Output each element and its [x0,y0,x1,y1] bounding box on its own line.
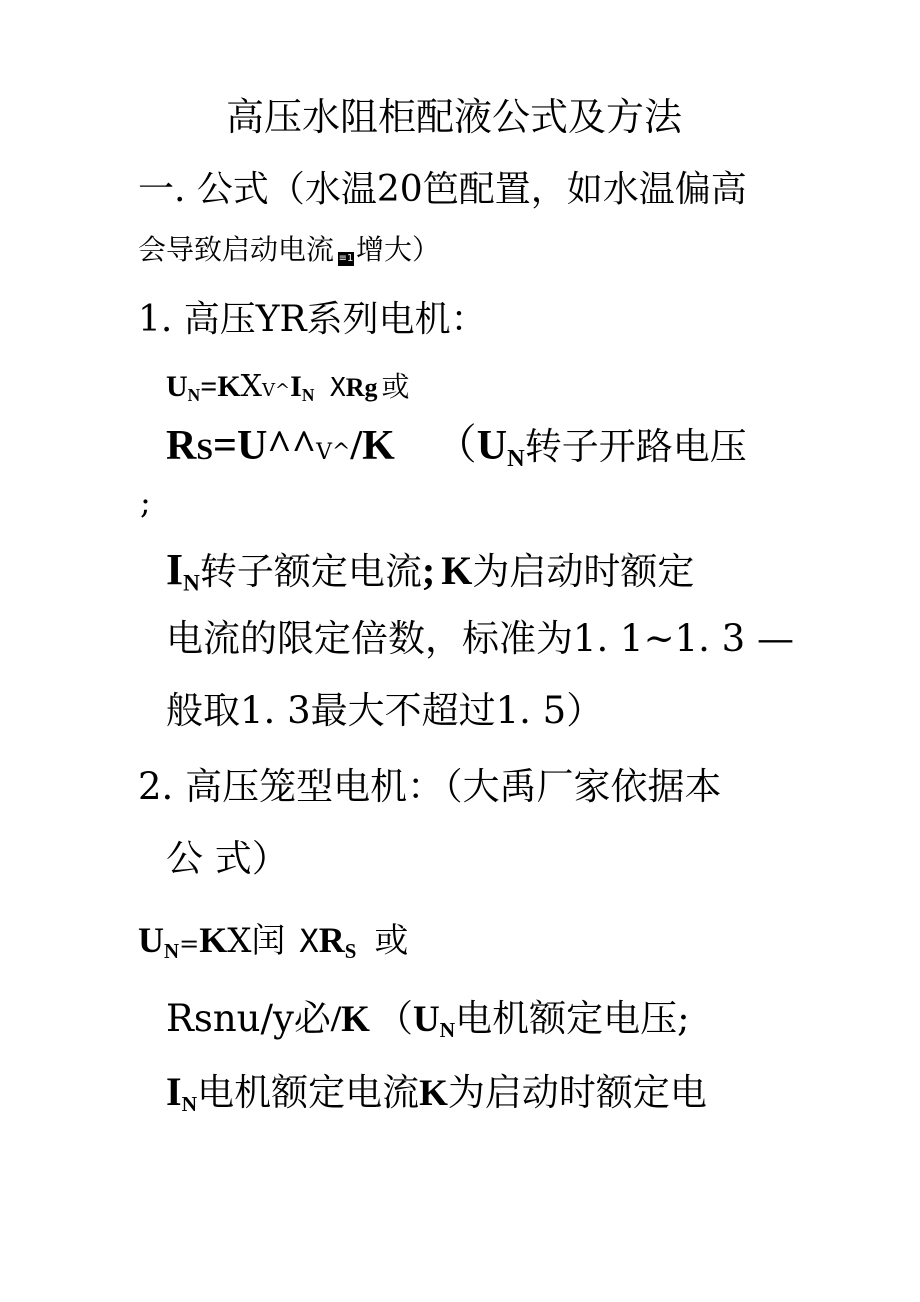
i2-f1-X2: X [299,922,319,960]
d1-sep: ; [421,548,436,593]
item1-formula2 [166,420,747,472]
i2-d1-K: K [419,1073,448,1114]
f2-S: S [196,433,214,466]
d1-text1: 转子额定电流 [199,550,422,593]
d1-K: K [441,548,473,593]
f1-X: X [240,369,263,404]
section1-line1: 一. 公式（水温20笆配置，如水温偏高 [138,169,747,210]
item2-heading-cont: 公 式） [166,837,289,880]
section1-line2-text-b: 增大） [356,233,441,266]
f2-K: /K [350,423,395,469]
i2-d1-I: I [166,1069,182,1114]
i2-f2-K: /K [330,999,370,1040]
document-title: 高压水阻柜配液公式及方法 [226,95,683,139]
d1-N-sub: N [183,570,200,597]
f2-N-sub: N [507,444,525,472]
f2-text: 转子开路电压 [524,425,747,468]
f1-V: V^ [262,380,291,401]
i2-f1-or: 或 [374,921,409,961]
i2-f2-U: U [412,999,440,1040]
d1-I: I [166,545,184,594]
f1-I: I [290,370,302,403]
item2-formula1 [138,922,408,962]
f1-X2: X [314,373,346,403]
item1-desc3: 般取1. 3最大不超过1. 5） [166,689,604,732]
i2-f1-U: U [138,920,164,960]
item2-desc1 [166,1069,707,1116]
item2-heading: 2. 高压笼型电机：（大禹厂家依据本 [138,765,722,808]
f1-U: U [166,370,188,403]
f1-N-sub: N [187,384,201,405]
f2-V: V^ [316,440,351,465]
d1-text2: 为启动时额定 [472,550,695,593]
i2-f2-text: 电机额定电压; [455,997,690,1040]
f1-IN-sub: N [301,384,315,405]
f1-Rg: Rg [345,373,378,402]
f1-or: 或 [381,370,410,403]
i2-d1-text1: 电机额定电流 [197,1071,420,1114]
f1-eqK: =K [200,370,241,403]
f2-R: R [166,423,197,469]
item1-desc1 [166,545,695,597]
item2-formula2 [166,997,690,1042]
section1-line2-text-a: 会导致启动电流 [138,233,335,266]
i2-f1-K: K [199,920,228,960]
item1-desc2: 电流的限定倍数，标准为1. 1~1. 3 — [166,617,794,660]
i2-f1-S-sub: S [344,938,357,963]
i2-f1-R: R [318,920,345,960]
item1-formula1 [166,369,410,405]
f2-rest: =U^^ [213,423,317,469]
i2-f1-X: X闰 [227,921,286,961]
equation-placeholder-icon: ≡1 [338,253,354,264]
item1-semicolon: ; [140,483,151,521]
i2-f2-N-sub: N [439,1018,456,1042]
section1-line2 [138,233,441,266]
i2-f2-paren: （ [375,997,413,1040]
f2-paren: （ [434,420,477,469]
i2-f2-a: Rsnu/y必 [166,997,331,1040]
i2-f1-eq: = [179,930,200,958]
f2-U: U [476,423,508,469]
i2-d1-text2: 为启动时额定电 [447,1071,707,1114]
i2-f1-N-sub: N [164,938,180,963]
i2-d1-N-sub: N [181,1092,198,1116]
item1-heading: 1. 高压YR系列电机： [138,299,487,340]
